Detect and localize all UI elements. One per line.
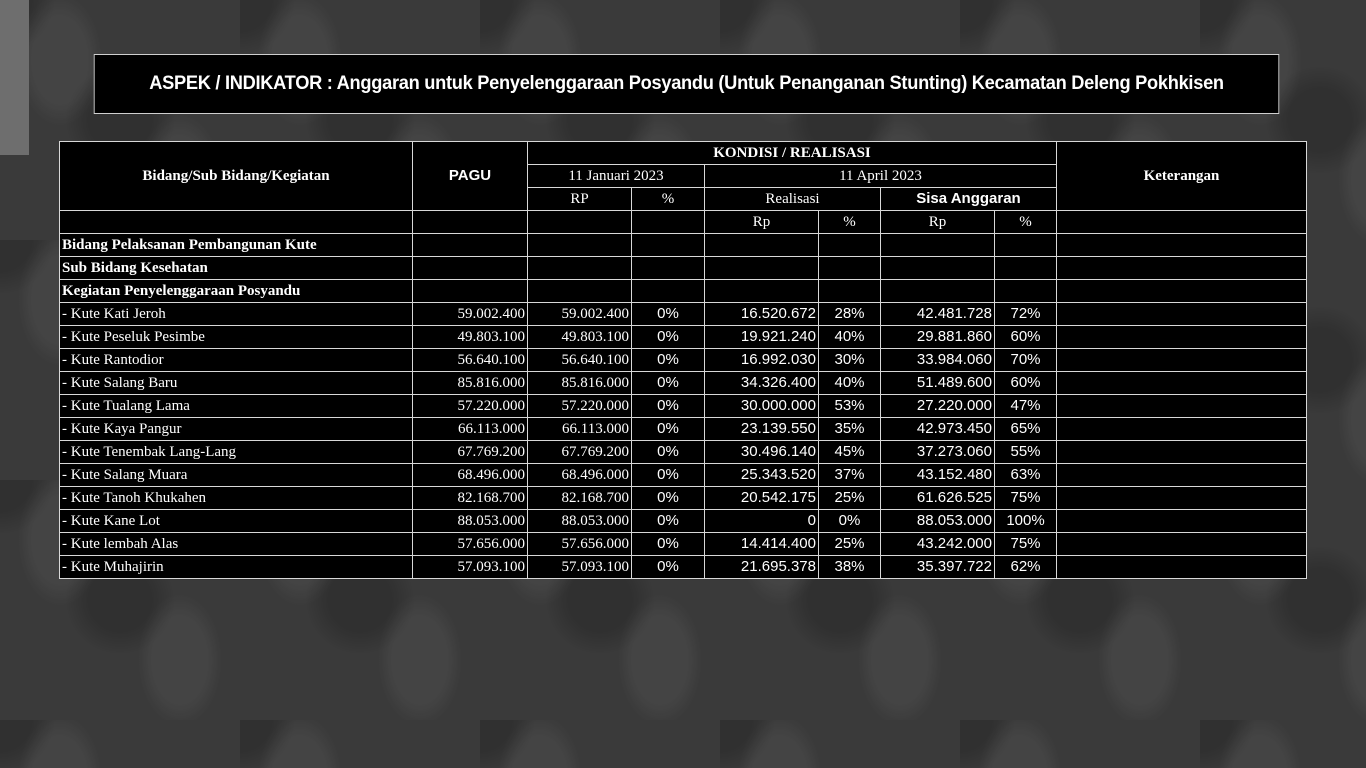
section-label: Sub Bidang Kesehatan bbox=[60, 257, 413, 280]
village-name: - Kute Kati Jeroh bbox=[60, 303, 413, 326]
januari-pct: 0% bbox=[632, 326, 705, 349]
table-row bbox=[60, 533, 1307, 556]
header-rp-sisa: Rp bbox=[881, 211, 995, 234]
pagu-value: 88.053.000 bbox=[413, 510, 528, 533]
januari-pct: 0% bbox=[632, 533, 705, 556]
pagu-value: 67.769.200 bbox=[413, 441, 528, 464]
sisa-pct: 75% bbox=[995, 533, 1057, 556]
januari-rp: 68.496.000 bbox=[528, 464, 632, 487]
table-row bbox=[60, 418, 1307, 441]
pagu-value: 57.656.000 bbox=[413, 533, 528, 556]
realisasi-rp: 16.992.030 bbox=[705, 349, 819, 372]
keterangan-cell bbox=[1057, 418, 1307, 441]
sisa-pct: 62% bbox=[995, 556, 1057, 579]
left-accent-bar bbox=[0, 0, 29, 155]
sisa-rp: 27.220.000 bbox=[881, 395, 995, 418]
januari-rp: 49.803.100 bbox=[528, 326, 632, 349]
januari-pct: 0% bbox=[632, 464, 705, 487]
sisa-rp: 42.481.728 bbox=[881, 303, 995, 326]
januari-rp: 82.168.700 bbox=[528, 487, 632, 510]
section-row bbox=[60, 257, 1307, 280]
sisa-pct: 55% bbox=[995, 441, 1057, 464]
januari-pct: 0% bbox=[632, 441, 705, 464]
pagu-value: 82.168.700 bbox=[413, 487, 528, 510]
pagu-value: 49.803.100 bbox=[413, 326, 528, 349]
keterangan-cell bbox=[1057, 372, 1307, 395]
village-name: - Kute Kaya Pangur bbox=[60, 418, 413, 441]
sisa-rp: 42.973.450 bbox=[881, 418, 995, 441]
januari-rp: 57.220.000 bbox=[528, 395, 632, 418]
januari-pct: 0% bbox=[632, 556, 705, 579]
sisa-pct: 60% bbox=[995, 326, 1057, 349]
header-realisasi: Realisasi bbox=[705, 188, 881, 211]
januari-pct: 0% bbox=[632, 372, 705, 395]
village-name: - Kute Tualang Lama bbox=[60, 395, 413, 418]
section-label: Kegiatan Penyelenggaraan Posyandu bbox=[60, 280, 413, 303]
village-name: - Kute Kane Lot bbox=[60, 510, 413, 533]
keterangan-cell bbox=[1057, 395, 1307, 418]
sisa-pct: 63% bbox=[995, 464, 1057, 487]
keterangan-cell bbox=[1057, 326, 1307, 349]
januari-rp: 57.656.000 bbox=[528, 533, 632, 556]
realisasi-rp: 25.343.520 bbox=[705, 464, 819, 487]
sisa-rp: 33.984.060 bbox=[881, 349, 995, 372]
realisasi-pct: 35% bbox=[819, 418, 881, 441]
sisa-pct: 100% bbox=[995, 510, 1057, 533]
sisa-rp: 35.397.722 bbox=[881, 556, 995, 579]
januari-rp: 66.113.000 bbox=[528, 418, 632, 441]
keterangan-cell bbox=[1057, 487, 1307, 510]
header-keterangan: Keterangan bbox=[1057, 142, 1307, 211]
header-date-april: 11 April 2023 bbox=[705, 165, 1057, 188]
januari-rp: 85.816.000 bbox=[528, 372, 632, 395]
village-name: - Kute lembah Alas bbox=[60, 533, 413, 556]
header-pagu: PAGU bbox=[413, 142, 528, 211]
januari-pct: 0% bbox=[632, 510, 705, 533]
realisasi-pct: 0% bbox=[819, 510, 881, 533]
table-row bbox=[60, 464, 1307, 487]
keterangan-cell bbox=[1057, 533, 1307, 556]
header-date-januari: 11 Januari 2023 bbox=[528, 165, 705, 188]
sisa-rp: 29.881.860 bbox=[881, 326, 995, 349]
pagu-value: 57.093.100 bbox=[413, 556, 528, 579]
sisa-pct: 70% bbox=[995, 349, 1057, 372]
keterangan-cell bbox=[1057, 303, 1307, 326]
januari-rp: 67.769.200 bbox=[528, 441, 632, 464]
realisasi-rp: 0 bbox=[705, 510, 819, 533]
realisasi-rp: 14.414.400 bbox=[705, 533, 819, 556]
section-row bbox=[60, 234, 1307, 257]
sisa-rp: 61.626.525 bbox=[881, 487, 995, 510]
sisa-pct: 60% bbox=[995, 372, 1057, 395]
realisasi-pct: 25% bbox=[819, 533, 881, 556]
village-name: - Kute Peseluk Pesimbe bbox=[60, 326, 413, 349]
realisasi-rp: 34.326.400 bbox=[705, 372, 819, 395]
realisasi-rp: 30.496.140 bbox=[705, 441, 819, 464]
realisasi-pct: 45% bbox=[819, 441, 881, 464]
sisa-pct: 65% bbox=[995, 418, 1057, 441]
januari-rp: 88.053.000 bbox=[528, 510, 632, 533]
sisa-rp: 43.242.000 bbox=[881, 533, 995, 556]
realisasi-pct: 30% bbox=[819, 349, 881, 372]
header-kondisi: KONDISI / REALISASI bbox=[528, 142, 1057, 165]
sisa-rp: 37.273.060 bbox=[881, 441, 995, 464]
table-row bbox=[60, 441, 1307, 464]
header-row-4 bbox=[60, 211, 1307, 234]
keterangan-cell bbox=[1057, 556, 1307, 579]
village-name: - Kute Rantodior bbox=[60, 349, 413, 372]
table-row bbox=[60, 303, 1307, 326]
pagu-value: 57.220.000 bbox=[413, 395, 528, 418]
header-pct-januari: % bbox=[632, 188, 705, 211]
sisa-rp: 43.152.480 bbox=[881, 464, 995, 487]
januari-pct: 0% bbox=[632, 349, 705, 372]
table-row bbox=[60, 556, 1307, 579]
table-row bbox=[60, 395, 1307, 418]
realisasi-pct: 38% bbox=[819, 556, 881, 579]
januari-rp: 56.640.100 bbox=[528, 349, 632, 372]
realisasi-pct: 37% bbox=[819, 464, 881, 487]
slide-title-text: ASPEK / INDIKATOR : Anggaran untuk Penyelenggaraan Posyandu (Untuk Penanganan Stunting) Kecamatan Deleng Pokhkisen bbox=[149, 73, 1224, 94]
table-row bbox=[60, 349, 1307, 372]
januari-pct: 0% bbox=[632, 395, 705, 418]
realisasi-pct: 40% bbox=[819, 372, 881, 395]
realisasi-rp: 16.520.672 bbox=[705, 303, 819, 326]
village-name: - Kute Tanoh Khukahen bbox=[60, 487, 413, 510]
table-row bbox=[60, 372, 1307, 395]
village-name: - Kute Tenembak Lang-Lang bbox=[60, 441, 413, 464]
januari-rp: 57.093.100 bbox=[528, 556, 632, 579]
village-name: - Kute Muhajirin bbox=[60, 556, 413, 579]
village-name: - Kute Salang Muara bbox=[60, 464, 413, 487]
realisasi-rp: 21.695.378 bbox=[705, 556, 819, 579]
slide-title bbox=[94, 54, 1280, 114]
realisasi-rp: 30.000.000 bbox=[705, 395, 819, 418]
januari-rp: 59.002.400 bbox=[528, 303, 632, 326]
sisa-rp: 51.489.600 bbox=[881, 372, 995, 395]
pagu-value: 56.640.100 bbox=[413, 349, 528, 372]
januari-pct: 0% bbox=[632, 487, 705, 510]
januari-pct: 0% bbox=[632, 303, 705, 326]
realisasi-pct: 25% bbox=[819, 487, 881, 510]
village-name: - Kute Salang Baru bbox=[60, 372, 413, 395]
header-rp-realisasi: Rp bbox=[705, 211, 819, 234]
realisasi-pct: 28% bbox=[819, 303, 881, 326]
header-sisa-anggaran: Sisa Anggaran bbox=[881, 188, 1057, 211]
table-row bbox=[60, 487, 1307, 510]
pagu-value: 68.496.000 bbox=[413, 464, 528, 487]
section-label: Bidang Pelaksanan Pembangunan Kute bbox=[60, 234, 413, 257]
section-row bbox=[60, 280, 1307, 303]
realisasi-pct: 40% bbox=[819, 326, 881, 349]
realisasi-rp: 23.139.550 bbox=[705, 418, 819, 441]
keterangan-cell bbox=[1057, 510, 1307, 533]
header-bidang: Bidang/Sub Bidang/Kegiatan bbox=[60, 142, 413, 211]
keterangan-cell bbox=[1057, 349, 1307, 372]
header-pct-sisa: % bbox=[995, 211, 1057, 234]
januari-pct: 0% bbox=[632, 418, 705, 441]
keterangan-cell bbox=[1057, 441, 1307, 464]
realisasi-rp: 19.921.240 bbox=[705, 326, 819, 349]
budget-table bbox=[59, 141, 1307, 579]
realisasi-rp: 20.542.175 bbox=[705, 487, 819, 510]
pagu-value: 59.002.400 bbox=[413, 303, 528, 326]
sisa-rp: 88.053.000 bbox=[881, 510, 995, 533]
sisa-pct: 75% bbox=[995, 487, 1057, 510]
table-row bbox=[60, 510, 1307, 533]
header-row-1 bbox=[60, 142, 1307, 165]
header-pct-realisasi: % bbox=[819, 211, 881, 234]
sisa-pct: 47% bbox=[995, 395, 1057, 418]
sisa-pct: 72% bbox=[995, 303, 1057, 326]
realisasi-pct: 53% bbox=[819, 395, 881, 418]
table-row bbox=[60, 326, 1307, 349]
pagu-value: 66.113.000 bbox=[413, 418, 528, 441]
keterangan-cell bbox=[1057, 464, 1307, 487]
header-rp-januari: RP bbox=[528, 188, 632, 211]
pagu-value: 85.816.000 bbox=[413, 372, 528, 395]
